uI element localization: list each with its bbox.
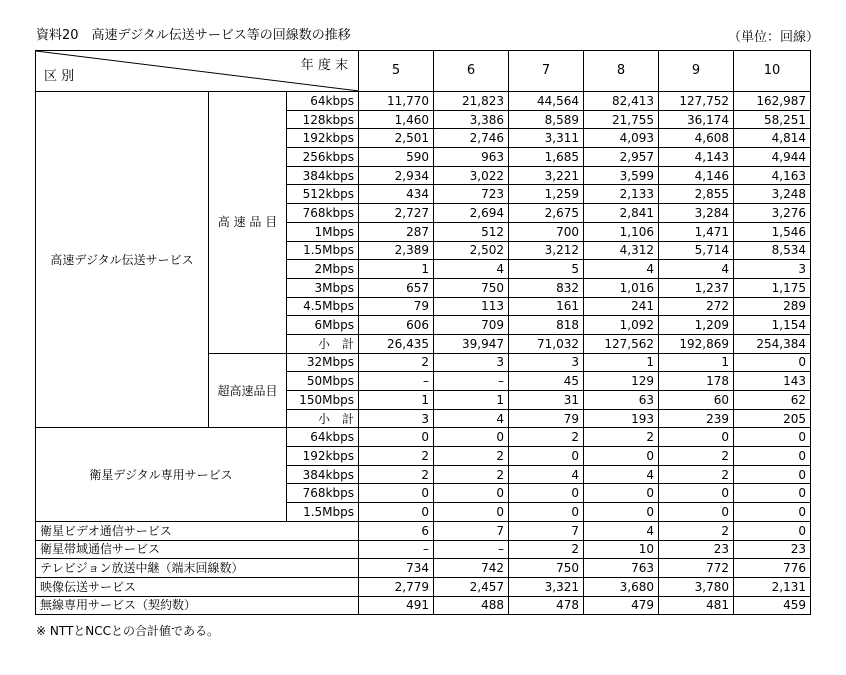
value-cell: 1,237 xyxy=(659,278,734,297)
value-cell: 481 xyxy=(659,596,734,615)
value-cell: 3 xyxy=(434,353,509,372)
value-cell: 2 xyxy=(509,428,584,447)
value-cell: 1 xyxy=(584,353,659,372)
value-cell: 2,131 xyxy=(734,577,811,596)
table-row xyxy=(36,521,811,540)
year-end-label: 年 度 末 xyxy=(300,58,348,73)
value-cell: 2 xyxy=(359,465,434,484)
value-cell: 750 xyxy=(434,278,509,297)
speed-label: 768kbps xyxy=(287,204,359,223)
value-cell: – xyxy=(359,540,434,559)
value-cell: 2 xyxy=(509,540,584,559)
value-cell: 31 xyxy=(509,391,584,410)
value-cell: 3 xyxy=(359,409,434,428)
value-cell: 2,694 xyxy=(434,204,509,223)
value-cell: 4 xyxy=(659,260,734,279)
value-cell: 0 xyxy=(734,521,811,540)
value-cell: 4,814 xyxy=(734,129,811,148)
value-cell: 0 xyxy=(734,428,811,447)
value-cell: 7 xyxy=(434,521,509,540)
year-header: 8 xyxy=(584,51,659,92)
value-cell: 5,714 xyxy=(659,241,734,260)
value-cell: 2,457 xyxy=(434,577,509,596)
value-cell: 272 xyxy=(659,297,734,316)
value-cell: 1 xyxy=(359,391,434,410)
value-cell: 0 xyxy=(359,484,434,503)
value-cell: 0 xyxy=(434,428,509,447)
value-cell: 1 xyxy=(359,260,434,279)
value-cell: 3,321 xyxy=(509,577,584,596)
value-cell: 162,987 xyxy=(734,92,811,111)
value-cell: 2 xyxy=(659,465,734,484)
value-cell: 723 xyxy=(434,185,509,204)
value-cell: – xyxy=(434,372,509,391)
value-cell: 289 xyxy=(734,297,811,316)
table-row xyxy=(36,540,811,559)
value-cell: 590 xyxy=(359,148,434,167)
value-cell: 1,154 xyxy=(734,316,811,335)
value-cell: 4,146 xyxy=(659,166,734,185)
table-row xyxy=(36,428,811,447)
value-cell: 45 xyxy=(509,372,584,391)
value-cell: 193 xyxy=(584,409,659,428)
header-row xyxy=(36,51,811,92)
value-cell: 2,746 xyxy=(434,129,509,148)
value-cell: 0 xyxy=(659,503,734,522)
speed-label: 64kbps xyxy=(287,428,359,447)
value-cell: 0 xyxy=(509,503,584,522)
value-cell: 1,092 xyxy=(584,316,659,335)
value-cell: 763 xyxy=(584,559,659,578)
value-cell: 79 xyxy=(509,409,584,428)
value-cell: 434 xyxy=(359,185,434,204)
value-cell: 2,675 xyxy=(509,204,584,223)
speed-label: 384kbps xyxy=(287,166,359,185)
speed-label: 32Mbps xyxy=(287,353,359,372)
value-cell: 2,855 xyxy=(659,185,734,204)
speed-label: 256kbps xyxy=(287,148,359,167)
speed-label: 192kbps xyxy=(287,129,359,148)
value-cell: 127,752 xyxy=(659,92,734,111)
value-cell: 3,680 xyxy=(584,577,659,596)
value-cell: 71,032 xyxy=(509,334,584,353)
value-cell: 58,251 xyxy=(734,110,811,129)
value-cell: 2 xyxy=(584,428,659,447)
value-cell: 0 xyxy=(359,428,434,447)
speed-label: 64kbps xyxy=(287,92,359,111)
value-cell: 1 xyxy=(434,391,509,410)
value-cell: 26,435 xyxy=(359,334,434,353)
value-cell: 3,311 xyxy=(509,129,584,148)
value-cell: 2 xyxy=(434,465,509,484)
value-cell: 2,934 xyxy=(359,166,434,185)
year-header: 5 xyxy=(359,51,434,92)
value-cell: 11,770 xyxy=(359,92,434,111)
value-cell: 750 xyxy=(509,559,584,578)
speed-label: 3Mbps xyxy=(287,278,359,297)
value-cell: 1 xyxy=(659,353,734,372)
value-cell: 479 xyxy=(584,596,659,615)
section-label-satellite-digital: 衛星デジタル専用サービス xyxy=(36,428,287,521)
value-cell: 0 xyxy=(734,484,811,503)
year-header: 9 xyxy=(659,51,734,92)
value-cell: 0 xyxy=(734,447,811,466)
value-cell: 44,564 xyxy=(509,92,584,111)
value-cell: 178 xyxy=(659,372,734,391)
value-cell: 1,685 xyxy=(509,148,584,167)
value-cell: 772 xyxy=(659,559,734,578)
speed-label: 1Mbps xyxy=(287,222,359,241)
value-cell: 0 xyxy=(509,447,584,466)
value-cell: 2,779 xyxy=(359,577,434,596)
group-label: 高 速 品 目 xyxy=(209,92,287,354)
value-cell: 241 xyxy=(584,297,659,316)
value-cell: 488 xyxy=(434,596,509,615)
value-cell: 3 xyxy=(734,260,811,279)
value-cell: 606 xyxy=(359,316,434,335)
value-cell: 3,248 xyxy=(734,185,811,204)
value-cell: 4,944 xyxy=(734,148,811,167)
value-cell: 0 xyxy=(659,428,734,447)
value-cell: 8,534 xyxy=(734,241,811,260)
value-cell: 2,389 xyxy=(359,241,434,260)
value-cell: 0 xyxy=(359,503,434,522)
value-cell: – xyxy=(359,372,434,391)
value-cell: 0 xyxy=(584,503,659,522)
service-label: 衛星ビデオ通信サービス xyxy=(36,521,359,540)
speed-label: 1.5Mbps xyxy=(287,241,359,260)
value-cell: 3,212 xyxy=(509,241,584,260)
value-cell: 4,143 xyxy=(659,148,734,167)
value-cell: 10 xyxy=(584,540,659,559)
value-cell: 3,284 xyxy=(659,204,734,223)
value-cell: 1,546 xyxy=(734,222,811,241)
value-cell: 1,460 xyxy=(359,110,434,129)
value-cell: 1,471 xyxy=(659,222,734,241)
value-cell: 1,259 xyxy=(509,185,584,204)
value-cell: – xyxy=(434,540,509,559)
value-cell: 2 xyxy=(659,521,734,540)
value-cell: 1,175 xyxy=(734,278,811,297)
value-cell: 0 xyxy=(734,503,811,522)
value-cell: 1,016 xyxy=(584,278,659,297)
value-cell: 161 xyxy=(509,297,584,316)
group-label: 超高速品目 xyxy=(209,353,287,428)
table-row xyxy=(36,92,811,111)
value-cell: 657 xyxy=(359,278,434,297)
value-cell: 2,133 xyxy=(584,185,659,204)
service-label: 衛星帯域通信サービス xyxy=(36,540,359,559)
speed-label: 384kbps xyxy=(287,465,359,484)
value-cell: 79 xyxy=(359,297,434,316)
category-label: 区 別 xyxy=(44,69,75,84)
value-cell: 0 xyxy=(434,503,509,522)
table-row xyxy=(36,559,811,578)
value-cell: 700 xyxy=(509,222,584,241)
value-cell: 709 xyxy=(434,316,509,335)
value-cell: 0 xyxy=(434,484,509,503)
value-cell: 3,386 xyxy=(434,110,509,129)
value-cell: 1,106 xyxy=(584,222,659,241)
value-cell: 62 xyxy=(734,391,811,410)
value-cell: 3,022 xyxy=(434,166,509,185)
value-cell: 7 xyxy=(509,521,584,540)
value-cell: 5 xyxy=(509,260,584,279)
value-cell: 491 xyxy=(359,596,434,615)
value-cell: 113 xyxy=(434,297,509,316)
value-cell: 23 xyxy=(734,540,811,559)
speed-label: 2Mbps xyxy=(287,260,359,279)
value-cell: 734 xyxy=(359,559,434,578)
service-label: 無線専用サービス（契約数） xyxy=(36,596,359,615)
value-cell: 287 xyxy=(359,222,434,241)
value-cell: 818 xyxy=(509,316,584,335)
value-cell: 2 xyxy=(434,447,509,466)
value-cell: 4 xyxy=(434,260,509,279)
speed-label: 50Mbps xyxy=(287,372,359,391)
value-cell: 0 xyxy=(659,484,734,503)
value-cell: 4,608 xyxy=(659,129,734,148)
value-cell: 0 xyxy=(509,484,584,503)
value-cell: 0 xyxy=(584,484,659,503)
value-cell: 192,869 xyxy=(659,334,734,353)
value-cell: 36,174 xyxy=(659,110,734,129)
year-header: 7 xyxy=(509,51,584,92)
value-cell: 2 xyxy=(659,447,734,466)
value-cell: 3,221 xyxy=(509,166,584,185)
value-cell: 3,599 xyxy=(584,166,659,185)
speed-label: 192kbps xyxy=(287,447,359,466)
value-cell: 63 xyxy=(584,391,659,410)
value-cell: 832 xyxy=(509,278,584,297)
value-cell: 8,589 xyxy=(509,110,584,129)
value-cell: 4 xyxy=(584,521,659,540)
value-cell: 963 xyxy=(434,148,509,167)
data-table xyxy=(35,50,811,615)
value-cell: 39,947 xyxy=(434,334,509,353)
value-cell: 0 xyxy=(734,465,811,484)
speed-label: 1.5Mbps xyxy=(287,503,359,522)
year-header: 6 xyxy=(434,51,509,92)
speed-label: 6Mbps xyxy=(287,316,359,335)
value-cell: 459 xyxy=(734,596,811,615)
speed-label: 512kbps xyxy=(287,185,359,204)
value-cell: 776 xyxy=(734,559,811,578)
header-diagonal-cell xyxy=(36,51,359,92)
speed-label: 128kbps xyxy=(287,110,359,129)
value-cell: 3 xyxy=(509,353,584,372)
value-cell: 129 xyxy=(584,372,659,391)
year-header: 10 xyxy=(734,51,811,92)
section-label-high-speed-digital: 高速デジタル伝送サービス xyxy=(36,92,209,428)
value-cell: 239 xyxy=(659,409,734,428)
value-cell: 4,163 xyxy=(734,166,811,185)
service-label: 映像伝送サービス xyxy=(36,577,359,596)
value-cell: 4 xyxy=(509,465,584,484)
value-cell: 2 xyxy=(359,447,434,466)
value-cell: 512 xyxy=(434,222,509,241)
footnote: ※ NTTとNCCとの合計値である。 xyxy=(36,624,220,638)
value-cell: 2,841 xyxy=(584,204,659,223)
value-cell: 6 xyxy=(359,521,434,540)
value-cell: 3,780 xyxy=(659,577,734,596)
value-cell: 2,727 xyxy=(359,204,434,223)
subtotal-label: 小 計 xyxy=(287,409,359,428)
value-cell: 4,093 xyxy=(584,129,659,148)
value-cell: 4,312 xyxy=(584,241,659,260)
value-cell: 1,209 xyxy=(659,316,734,335)
value-cell: 0 xyxy=(584,447,659,466)
value-cell: 60 xyxy=(659,391,734,410)
value-cell: 205 xyxy=(734,409,811,428)
value-cell: 2,957 xyxy=(584,148,659,167)
value-cell: 2,502 xyxy=(434,241,509,260)
page-title: 資料20 高速デジタル伝送サービス等の回線数の推移 xyxy=(36,28,351,43)
value-cell: 4 xyxy=(434,409,509,428)
table-row xyxy=(36,596,811,615)
value-cell: 127,562 xyxy=(584,334,659,353)
value-cell: 2,501 xyxy=(359,129,434,148)
value-cell: 478 xyxy=(509,596,584,615)
value-cell: 4 xyxy=(584,260,659,279)
table-row xyxy=(36,577,811,596)
speed-label: 768kbps xyxy=(287,484,359,503)
value-cell: 0 xyxy=(734,353,811,372)
value-cell: 23 xyxy=(659,540,734,559)
value-cell: 2 xyxy=(359,353,434,372)
value-cell: 742 xyxy=(434,559,509,578)
value-cell: 254,384 xyxy=(734,334,811,353)
speed-label: 4.5Mbps xyxy=(287,297,359,316)
speed-label: 150Mbps xyxy=(287,391,359,410)
value-cell: 21,823 xyxy=(434,92,509,111)
value-cell: 21,755 xyxy=(584,110,659,129)
value-cell: 4 xyxy=(584,465,659,484)
value-cell: 3,276 xyxy=(734,204,811,223)
subtotal-label: 小 計 xyxy=(287,334,359,353)
value-cell: 82,413 xyxy=(584,92,659,111)
unit-label: （単位：回線） xyxy=(728,30,820,45)
value-cell: 143 xyxy=(734,372,811,391)
service-label: テレビジョン放送中継（端末回線数） xyxy=(36,559,359,578)
